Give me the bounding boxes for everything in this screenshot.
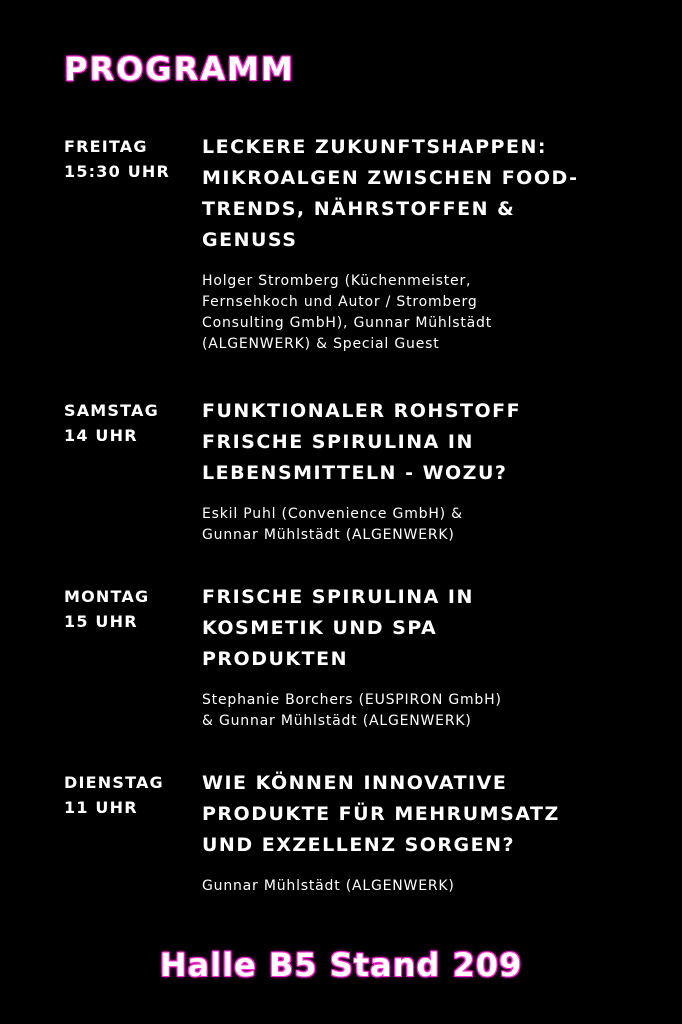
headline-line: GENUSS xyxy=(202,229,298,251)
headline-line: PRODUKTE FÜR MEHRUMSATZ xyxy=(202,803,560,825)
event-day: SAMSTAG xyxy=(64,401,159,420)
speakers-line: & Gunnar Mühlstädt (ALGENWERK) xyxy=(202,713,472,729)
event-speakers xyxy=(202,690,652,732)
location-footer: Halle B5 Stand 209 xyxy=(159,946,523,984)
event-day: FREITAG xyxy=(64,137,148,156)
headline-line: LECKERE ZUKUNFTSHAPPEN: xyxy=(202,136,547,158)
headline-line: KOSMETIK UND SPA xyxy=(202,617,438,639)
event-body xyxy=(202,132,652,355)
headline-line: LEBENSMITTELN - WOZU? xyxy=(202,462,508,484)
speakers-line: (ALGENWERK) & Special Guest xyxy=(202,336,440,352)
speakers-line: Fernsehkoch und Autor / Stromberg xyxy=(202,294,478,310)
headline-line: UND EXZELLENZ SORGEN? xyxy=(202,834,516,856)
event-body xyxy=(202,582,652,732)
headline-line: TRENDS, NÄHRSTOFFEN & xyxy=(202,198,516,220)
headline-line: FRISCHE SPIRULINA IN xyxy=(202,586,474,608)
page-title: PROGRAMM xyxy=(64,50,295,88)
headline-line: WIE KÖNNEN INNOVATIVE xyxy=(202,772,508,794)
event-when xyxy=(64,398,194,448)
headline-line: MIKROALGEN ZWISCHEN FOOD- xyxy=(202,167,579,189)
speakers-line: Gunnar Mühlstädt (ALGENWERK) xyxy=(202,878,455,894)
event-time: 15 UHR xyxy=(64,612,138,631)
event-speakers xyxy=(202,271,652,355)
event-when xyxy=(64,584,194,634)
event-when xyxy=(64,770,194,820)
headline-line: PRODUKTEN xyxy=(202,648,348,670)
event-body xyxy=(202,768,652,897)
speakers-line: Gunnar Mühlstädt (ALGENWERK) xyxy=(202,527,455,543)
speakers-line: Stephanie Borchers (EUSPIRON GmbH) xyxy=(202,692,502,708)
speakers-line: Consulting GmbH), Gunnar Mühlstädt xyxy=(202,315,493,331)
headline-line: FUNKTIONALER ROHSTOFF xyxy=(202,400,522,422)
event-headline xyxy=(202,582,652,675)
speakers-line: Holger Stromberg (Küchenmeister, xyxy=(202,273,472,289)
event-body xyxy=(202,396,652,546)
event-day: MONTAG xyxy=(64,587,150,606)
event-headline xyxy=(202,396,652,489)
event-speakers xyxy=(202,876,652,897)
event-headline xyxy=(202,768,652,861)
event-time: 15:30 UHR xyxy=(64,162,171,181)
headline-line: FRISCHE SPIRULINA IN xyxy=(202,431,474,453)
speakers-line: Eskil Puhl (Convenience GmbH) & xyxy=(202,506,463,522)
event-time: 14 UHR xyxy=(64,426,138,445)
event-day: DIENSTAG xyxy=(64,773,164,792)
event-time: 11 UHR xyxy=(64,798,138,817)
event-speakers xyxy=(202,504,652,546)
event-headline xyxy=(202,132,652,256)
event-when xyxy=(64,134,194,184)
